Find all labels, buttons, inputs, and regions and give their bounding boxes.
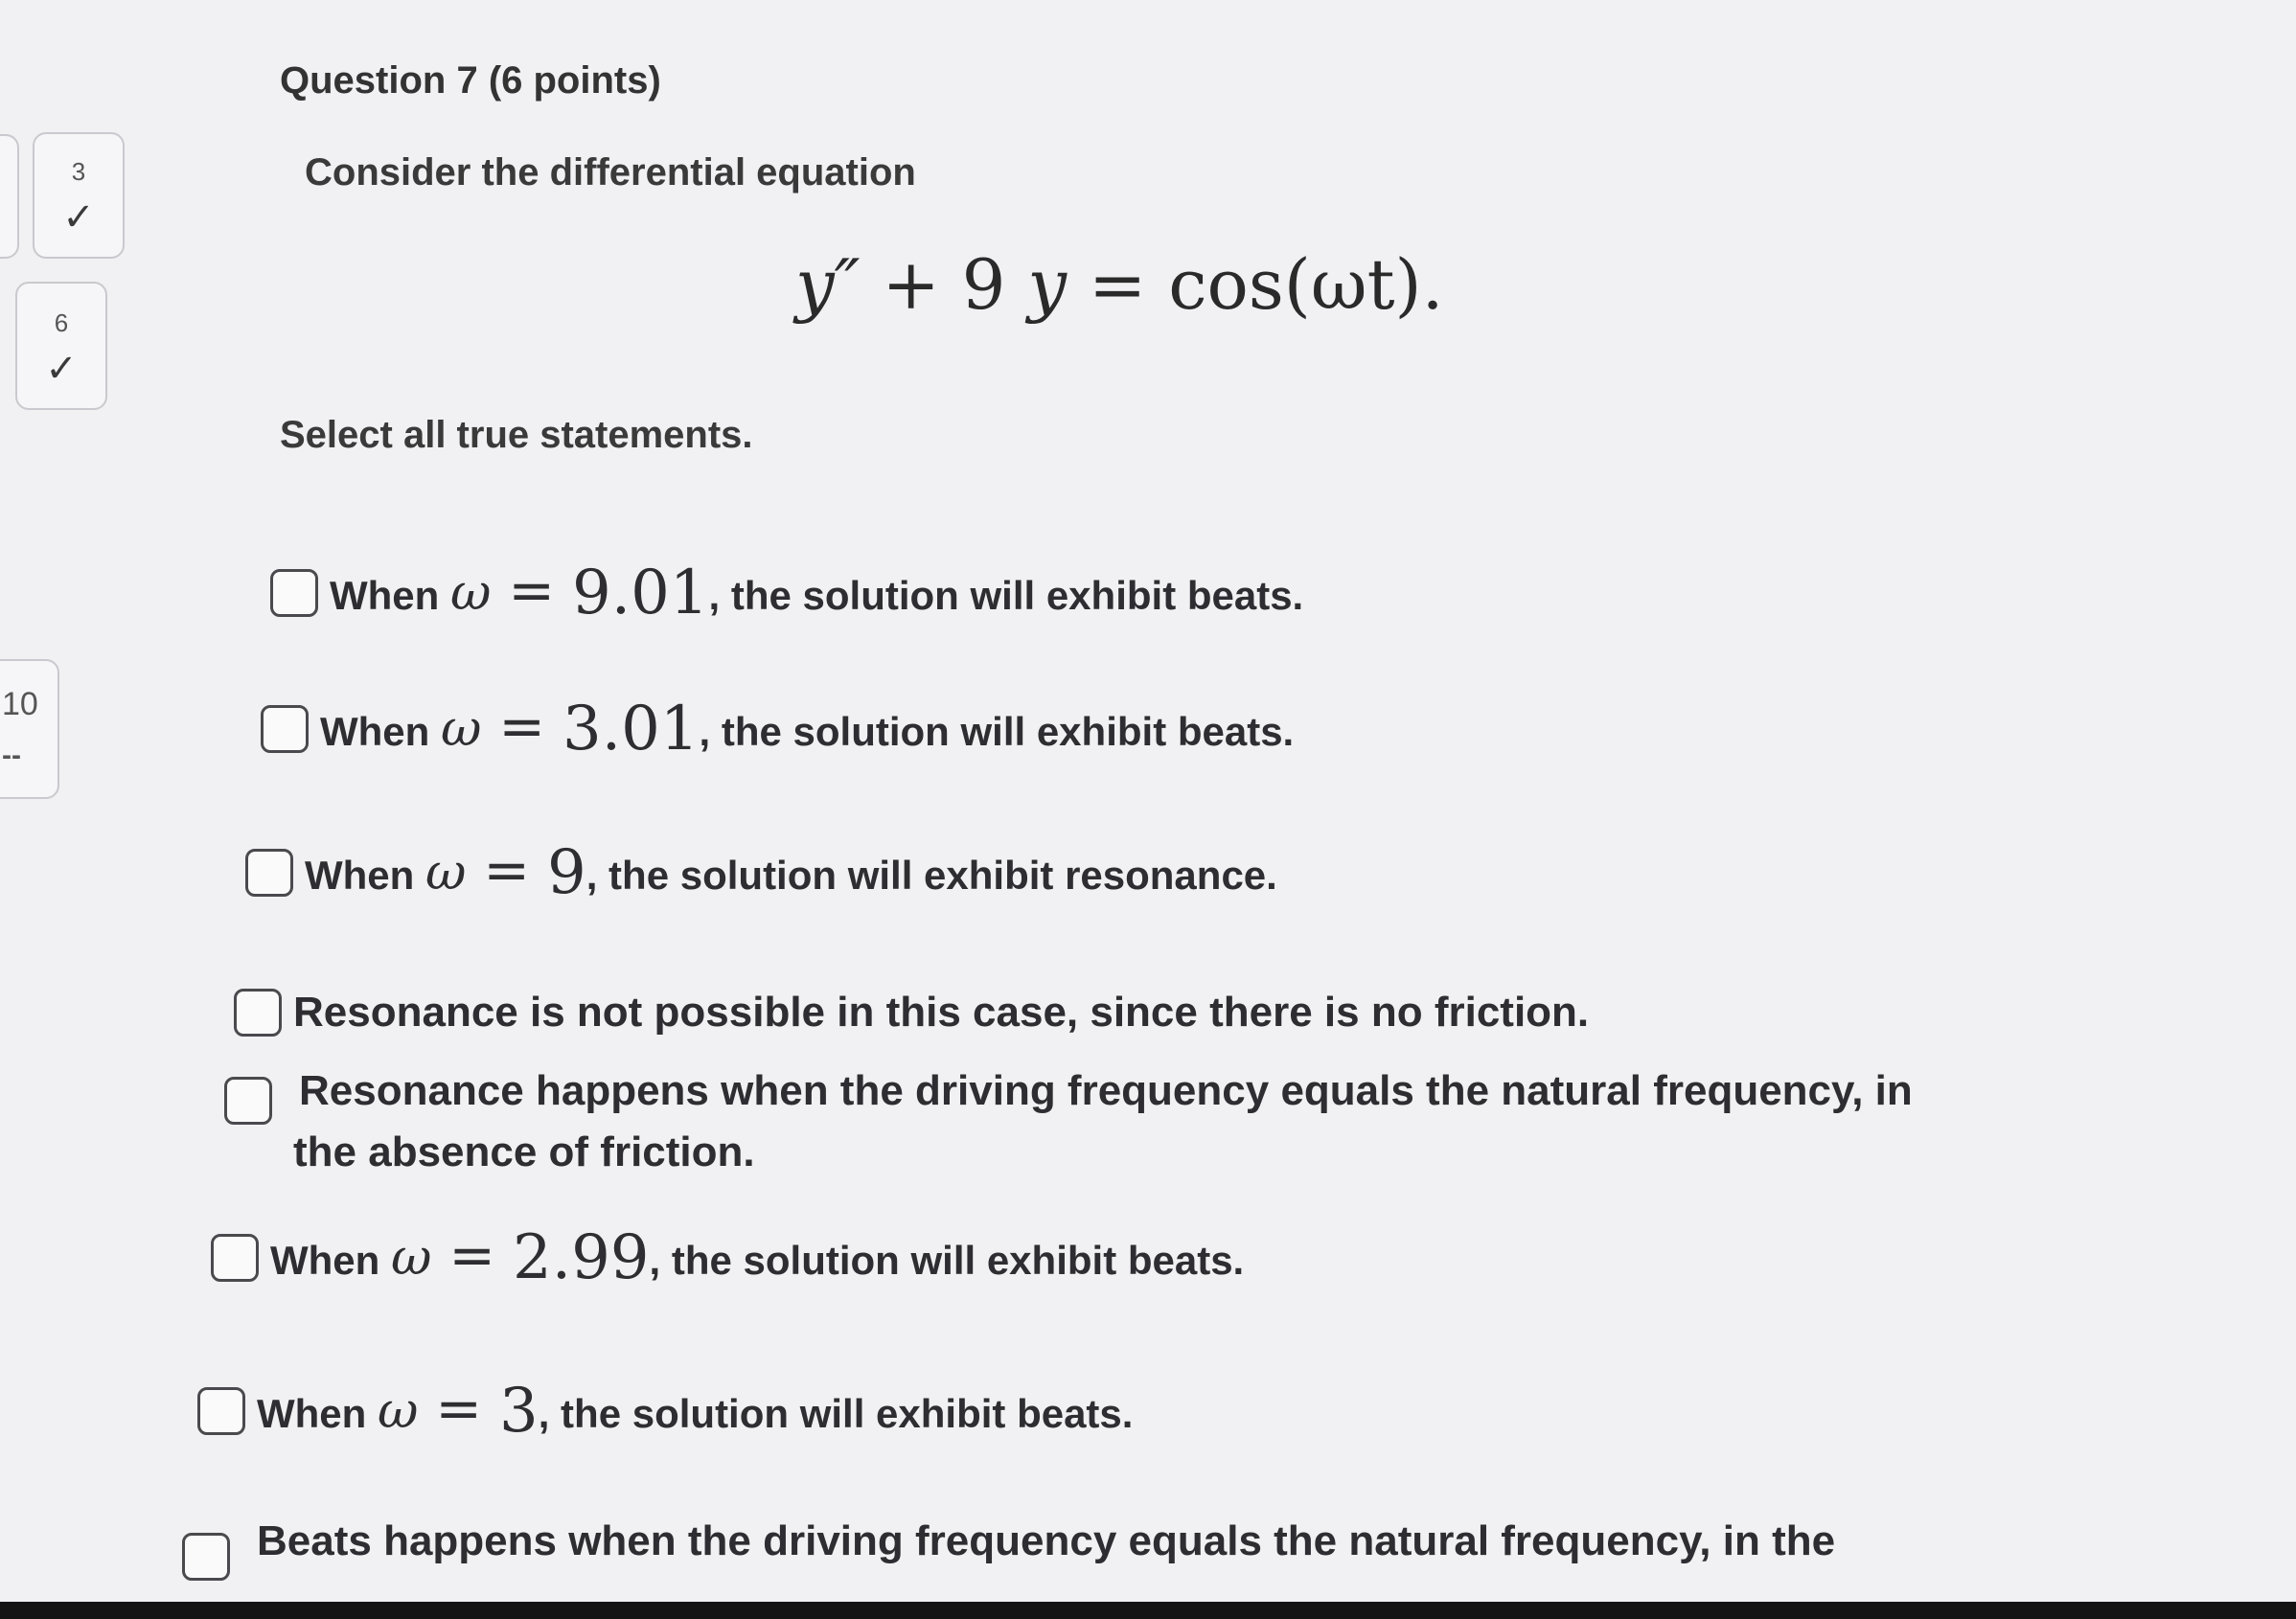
answer-option-label: When ω = 3, the solution will exhibit beats.: [257, 1376, 1134, 1447]
omega-value: 3.01: [563, 694, 700, 764]
nav-question-number: 10: [2, 686, 38, 722]
differential-equation: [795, 244, 1444, 325]
nav-question-number: 6: [54, 308, 69, 337]
omega-symbol: ω: [440, 700, 482, 758]
question-instruction: Select all true statements.: [280, 414, 753, 456]
answer-option[interactable]: [182, 1517, 2003, 1602]
omega-value: 9: [547, 837, 586, 908]
nav-question-3[interactable]: [0, 134, 19, 259]
equation-y: y: [1027, 244, 1068, 325]
answer-option[interactable]: [224, 1067, 1949, 1192]
equation-plus-nine: + 9: [882, 244, 1006, 325]
answer-checkbox[interactable]: [234, 989, 282, 1037]
omega-value: 2.99: [513, 1222, 650, 1293]
answer-option-label: When ω = 9.01, the solution will exhibit beats.: [330, 558, 1304, 628]
nav-question-10-card[interactable]: [0, 659, 59, 799]
question-title: Question 7 (6 points): [280, 59, 661, 102]
answer-option[interactable]: [197, 1376, 1133, 1447]
answer-checkbox[interactable]: [270, 569, 318, 617]
nav-question-3-card[interactable]: [33, 132, 125, 259]
omega-symbol: ω: [377, 1382, 419, 1440]
omega-symbol: ω: [449, 564, 492, 622]
answer-option[interactable]: [234, 989, 1589, 1037]
answer-checkbox[interactable]: [261, 705, 309, 753]
answer-option-label: Resonance happens when the driving frequency equals the natural frequency, in: [299, 1067, 1913, 1114]
answer-option-label: Resonance is not possible in this case, since there is no friction.: [293, 989, 1590, 1036]
answer-option[interactable]: [261, 694, 1294, 764]
answer-option-label-continued: the absence of friction.: [293, 1129, 755, 1175]
answer-option-label: When ω = 2.99, the solution will exhibit beats.: [270, 1222, 1245, 1293]
nav-question-number: 3: [71, 157, 86, 186]
omega-value: 9.01: [572, 558, 709, 628]
answer-checkbox[interactable]: [197, 1387, 245, 1435]
answer-checkbox[interactable]: [224, 1077, 272, 1125]
answer-option-label: When ω = 3.01, the solution will exhibit beats.: [320, 694, 1295, 764]
nav-question-6-card[interactable]: [15, 282, 107, 410]
answer-option[interactable]: [245, 837, 1277, 908]
checkmark-icon: ✓: [45, 348, 78, 390]
question-intro: Consider the differential equation: [305, 151, 916, 194]
answer-checkbox[interactable]: [182, 1533, 230, 1581]
checkmark-icon: ✓: [62, 196, 95, 239]
screen-bezel: [0, 1602, 2296, 1619]
equation-rhs: cos(ωt).: [1168, 244, 1444, 325]
equation-y-double-prime: y″: [795, 244, 861, 325]
answer-option-label: When ω = 9, the solution will exhibit resonance.: [305, 837, 1277, 908]
answer-checkbox[interactable]: [211, 1234, 259, 1282]
equation-equals: =: [1088, 244, 1147, 325]
answer-option-label: Beats happens when the driving frequency equals the natural frequency, in the: [257, 1517, 1836, 1564]
answer-checkbox[interactable]: [245, 849, 293, 897]
answer-option[interactable]: [270, 558, 1303, 628]
answer-option[interactable]: [211, 1222, 1244, 1293]
omega-symbol: ω: [425, 844, 467, 901]
unanswered-dash: --: [2, 740, 21, 771]
omega-value: 3: [499, 1376, 539, 1447]
omega-symbol: ω: [390, 1229, 432, 1287]
